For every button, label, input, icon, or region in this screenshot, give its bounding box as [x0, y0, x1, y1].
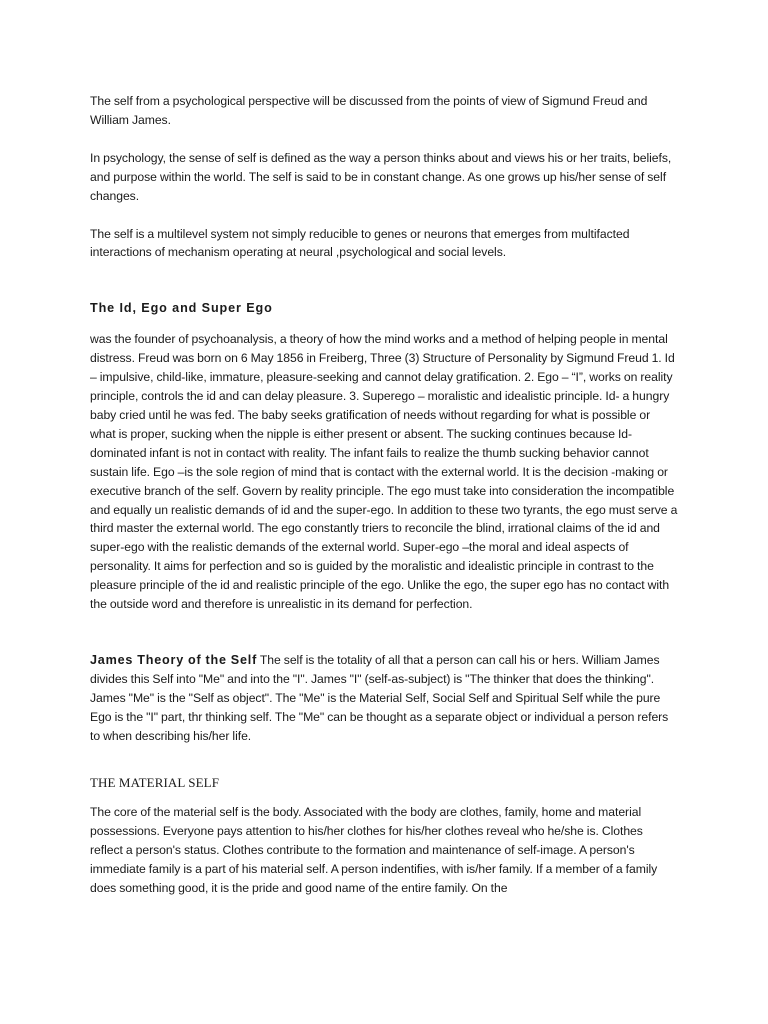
material-self-body: The core of the material self is the body. Associated with the body are clothes, family, home and material possessions. Everyone pays attention to his/her clothes for his/her clothes reveal who he/she is. Clothes reflect a person's status. Clothes contribute to the formation and maintenance of self-image. A person's immediate family is a part of his material self. A person indentifies, with is/her family. If a member of a family does something good, it is the pride and good name of the entire family. On the [90, 805, 658, 896]
freud-section-heading: The Id, Ego and Super Ego [90, 301, 273, 316]
document-content [90, 92, 678, 898]
multilevel-paragraph: The self is a multilevel system not simply reducible to genes or neurons that emerges from multifacted interactions of mechanism operating at neural ,psychological and social levels. [90, 226, 630, 260]
material-self-title: THE MATERIAL SELF [90, 775, 220, 791]
definition-paragraph: In psychology, the sense of self is defined as the way a person thinks about and views his or her traits, beliefs, and purpose within the world. The self is said to be in constant change. As one grows up his/her sense of self changes. [90, 150, 672, 203]
james-section-heading: James Theory of the Self [90, 652, 258, 667]
intro-paragraph: The self from a psychological perspective will be discussed from the points of view of Sigmund Freud and William James. [90, 94, 648, 127]
james-section-paragraph [90, 651, 678, 746]
james-section-body: The self is the totality of all that a person can call his or hers. William James divides this Self into "Me" and into the "I". James "I" (self-as-subject) is "The thinker that does the thinking". James "Me" is the "Self as object". The "Me" is the Material Self, Social Self and Spiritual Self while the pure Ego is the "I" part, thr thinking self. The "Me" can be thought as a separate object or individual a person refers to when describing his/her life. [90, 652, 669, 743]
freud-section-body: was the founder of psychoanalysis, a theory of how the mind works and a method of helping people in mental distress. Freud was born on 6 May 1856 in Freiberg, Three (3) Structure of Personality by Sigmund Freud 1. Id – impulsive, child-like, immature, pleasure-seeking and cannot delay gratification. 2. Ego – “I”, works on reality principle, controls the id and can delay pleasure. 3. Superego – moralistic and idealistic principle. Id- a hungry baby cried until he was fed. The baby seeks gratification of needs without regarding for what is possible or what is proper, sucking when the nipple is either present or absent. The sucking continues because Id-dominated infant is not in contact with reality. The infant fails to realize the thumb sucking behavior cannot sustain life. Ego –is the sole region of mind that is contact with the external world. It is the decision -making or executive branch of the self. Govern by reality principle. The ego must take into consideration the incompatible and equally un realistic demands of id and the super-ego. In addition to these two tyrants, the ego must serve a third master the external world. The ego constantly triers to reconcile the blind, irrational claims of the id and super-ego with the realistic demands of the external world. Super-ego –the moral and ideal aspects of personality. It aims for perfection and so is guided by the moralistic and idealistic principle in contrast to the pleasure principle of the id and realistic principle of the ego. Unlike the ego, the super ego has no contact with the outside word and therefore is unrealistic in its demand for perfection. [90, 332, 678, 612]
